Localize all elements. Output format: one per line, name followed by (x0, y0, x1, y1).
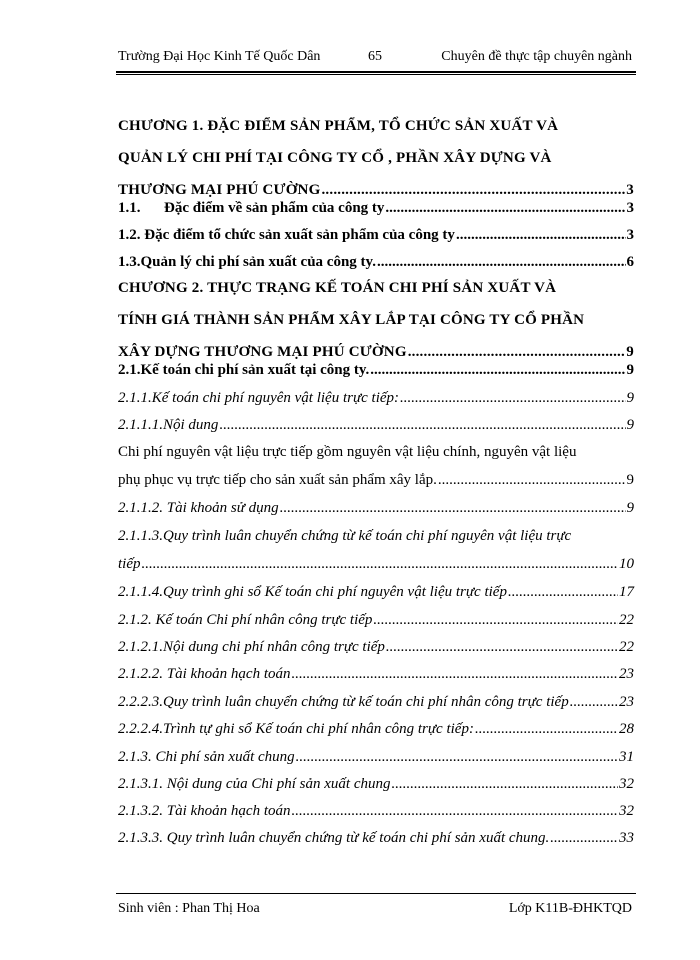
toc-text: 2.1.Kế toán chi phí sản xuất tại công ty. (118, 362, 370, 378)
toc-section-2-1-1-2[interactable] (118, 494, 634, 522)
toc-text: 2.1.1.3.Quy trình luân chuyển chứng từ kế toán chi phí nguyên vật liệu trực (118, 528, 572, 544)
toc-page: 22 (619, 612, 634, 628)
toc-text: THƯƠNG MẠI PHÚ CƯỜNG (118, 182, 321, 198)
toc-section-2-1-3[interactable] (118, 743, 634, 771)
leader-dots (386, 633, 618, 661)
leader-dots (438, 466, 626, 494)
toc-section-2-1-2[interactable] (118, 606, 634, 634)
toc-text: CHƯƠNG 1. ĐẶC ĐIỂM SẢN PHẨM, TỔ CHỨC SẢN XUẤT VÀ (118, 118, 559, 134)
page-header (118, 48, 632, 68)
toc-page: 9 (626, 344, 634, 360)
toc-page: 17 (619, 584, 634, 600)
toc-section-1-1[interactable] (118, 194, 634, 222)
leader-dots (508, 578, 618, 606)
header-rule (116, 71, 636, 73)
footer-student: Sinh viên : Phan Thị Hoa (118, 901, 260, 916)
toc-page: 23 (619, 694, 634, 710)
toc-text: 2.1.2.2. Tài khoản hạch toán (118, 666, 291, 682)
toc-text: 2.1.1.Kế toán chi phí nguyên vật liệu trực tiếp: (118, 390, 400, 406)
toc-section-2-1-2-2[interactable] (118, 660, 634, 688)
toc-text: 1.3.Quản lý chi phí sản xuất của công ty. (118, 254, 376, 270)
header-school: Trường Đại Học Kinh Tế Quốc Dân (118, 49, 321, 64)
toc-number: 1.1. (118, 200, 141, 216)
toc-text: 2.2.2.4.Trình tự ghi sổ Kế toán chi phí nhân công trực tiếp: (118, 721, 474, 737)
leader-dots (377, 248, 626, 276)
leader-dots (219, 411, 625, 439)
toc-page: 10 (619, 556, 634, 572)
leader-dots (385, 194, 625, 222)
leader-dots (373, 606, 618, 634)
toc-text: 2.1.3.2. Tài khoản hạch toán (118, 803, 291, 819)
toc-page: 9 (626, 362, 634, 378)
toc-text: 2.1.3.1. Nội dung của Chi phí sản xuất chung (118, 776, 391, 792)
toc-text: 2.1.2.1.Nội dung chi phí nhân công trực tiếp (118, 639, 385, 655)
toc-page: 3 (626, 200, 634, 216)
leader-dots (370, 356, 625, 384)
toc-section-2-2-2-4[interactable] (118, 715, 634, 743)
toc-section-2-1-1-1[interactable] (118, 411, 634, 439)
toc-page: 22 (619, 639, 634, 655)
footer-class: Lớp K11B-ĐHKTQD (508, 901, 632, 916)
toc-page: 32 (619, 776, 634, 792)
toc-text: phụ phục vụ trực tiếp cho sản xuất sản phẩm xây lắp. (118, 472, 437, 488)
header-title: Chuyên đề thực tập chuyên ngành (441, 49, 632, 64)
toc-section-2-1[interactable] (118, 356, 634, 384)
toc-paragraph[interactable] (118, 438, 634, 494)
toc-text: 2.1.3.3. Quy trình luân chuyển chứng từ kế toán chi phí sản xuất chung. (118, 830, 550, 846)
toc-page: 3 (626, 227, 634, 243)
leader-dots (280, 494, 626, 522)
toc-text: XÂY DỰNG THƯƠNG MẠI PHÚ CƯỜNG (118, 344, 407, 360)
toc-chapter-2[interactable] (118, 274, 634, 366)
toc-page: 6 (626, 254, 634, 270)
leader-dots (570, 688, 618, 716)
toc-section-2-1-3-3[interactable] (118, 824, 634, 852)
toc-page: 9 (626, 500, 634, 516)
leader-dots (142, 550, 619, 578)
toc-section-2-1-1-4[interactable] (118, 578, 634, 606)
leader-dots (392, 770, 619, 798)
toc-section-2-1-1[interactable] (118, 384, 634, 412)
toc-text: 2.1.1.1.Nội dung (118, 417, 219, 433)
toc-page: 9 (626, 417, 634, 433)
toc-section-1-3[interactable] (118, 248, 634, 276)
leader-dots (292, 660, 619, 688)
toc-text: 2.1.3. Chi phí sản xuất chung (118, 749, 295, 765)
toc-text: CHƯƠNG 2. THỰC TRẠNG KẾ TOÁN CHI PHÍ SẢN XUẤT VÀ (118, 280, 557, 296)
toc-text: 2.1.1.4.Quy trình ghi sổ Kế toán chi phí nguyên vật liệu trực tiếp (118, 584, 507, 600)
toc-text: 1.2. Đặc điểm tổ chức sản xuất sản phẩm của công ty (118, 227, 455, 243)
header-rule-thin (116, 74, 636, 75)
toc-page: 23 (619, 666, 634, 682)
footer-rule (116, 893, 636, 894)
toc-section-1-2[interactable] (118, 221, 634, 249)
toc-section-2-1-2-1[interactable] (118, 633, 634, 661)
toc-text: Đặc điểm về sản phẩm của công ty (164, 200, 385, 216)
toc-text: 2.1.1.2. Tài khoản sử dụng (118, 500, 279, 516)
toc-page: 31 (619, 749, 634, 765)
toc-section-2-1-1-3[interactable] (118, 522, 634, 578)
toc-text: 2.2.2.3.Quy trình luân chuyển chứng từ kế toán chi phí nhân công trực tiếp (118, 694, 569, 710)
toc-chapter-1[interactable] (118, 112, 634, 204)
toc-text: TÍNH GIÁ THÀNH SẢN PHẨM XÂY LẮP TẠI CÔNG TY CỔ PHẦN (118, 312, 585, 328)
toc-page: 32 (619, 803, 634, 819)
leader-dots (400, 384, 625, 412)
leader-dots (475, 715, 618, 743)
toc-text: tiếp (118, 556, 141, 572)
leader-dots (550, 824, 618, 852)
toc-page: 9 (626, 390, 634, 406)
toc-page: 3 (626, 182, 634, 198)
toc-section-2-2-2-3[interactable] (118, 688, 634, 716)
toc-page: 9 (626, 472, 634, 488)
toc-text: Chi phí nguyên vật liệu trực tiếp gồm nguyên vật liệu chính, nguyên vật liệu (118, 444, 577, 460)
toc-page: 28 (619, 721, 634, 737)
toc-section-2-1-3-1[interactable] (118, 770, 634, 798)
leader-dots (296, 743, 618, 771)
toc-section-2-1-3-2[interactable] (118, 797, 634, 825)
header-page-number: 65 (368, 49, 382, 64)
toc-text: QUẢN LÝ CHI PHÍ TẠI CÔNG TY CỔ , PHẦN XÂY DỰNG VÀ (118, 150, 552, 166)
leader-dots (456, 221, 626, 249)
toc-text: 2.1.2. Kế toán Chi phí nhân công trực tiếp (118, 612, 373, 628)
toc-page: 33 (619, 830, 634, 846)
leader-dots (292, 797, 619, 825)
